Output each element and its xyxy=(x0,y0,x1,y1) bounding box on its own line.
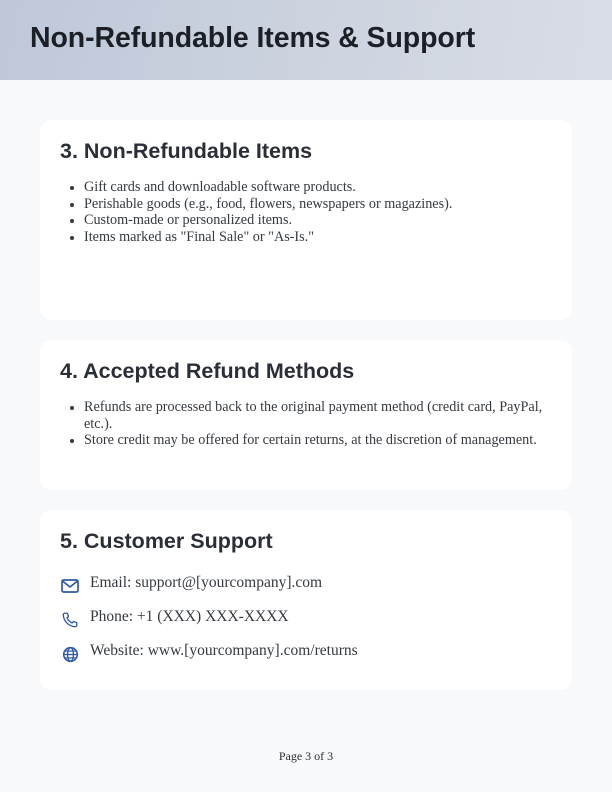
page-number: Page 3 of 3 xyxy=(278,749,334,763)
section-customer-support xyxy=(40,510,572,690)
section-refund-methods xyxy=(40,340,572,490)
contact-phone-text[interactable]: Phone: +1 (XXX) XXX-XXXX xyxy=(90,608,289,625)
list-item: • Store credit may be offered for certain returns, at the discretion of management. xyxy=(84,432,552,449)
contact-phone xyxy=(60,607,289,627)
contact-website xyxy=(60,641,358,661)
section-title: 4. Accepted Refund Methods xyxy=(60,359,355,383)
contact-website-text[interactable]: Website: www.[yourcompany].com/returns xyxy=(90,642,358,659)
phone-icon xyxy=(60,610,80,630)
list-item: • Gift cards and downloadable software products. xyxy=(84,179,552,196)
section-title: 5. Customer Support xyxy=(60,529,273,553)
contact-email xyxy=(60,573,322,593)
refund-methods-list xyxy=(60,399,552,449)
contact-email-text[interactable]: Email: support@[yourcompany].com xyxy=(90,574,323,591)
page-title: Non-Refundable Items & Support xyxy=(30,22,476,54)
non-refundable-list xyxy=(60,179,552,246)
list-item: • Custom-made or personalized items. xyxy=(84,212,552,229)
list-item: • Refunds are processed back to the original payment method (credit card, PayPal, etc.). xyxy=(84,399,552,432)
section-non-refundable-items xyxy=(40,120,572,320)
globe-icon xyxy=(60,644,80,664)
mail-icon xyxy=(60,576,80,596)
section-title: 3. Non-Refundable Items xyxy=(60,139,313,163)
list-item: • Perishable goods (e.g., food, flowers, newspapers or magazines). xyxy=(84,196,552,213)
list-item: • Items marked as "Final Sale" or "As-Is." xyxy=(84,229,552,246)
page-header xyxy=(0,0,612,80)
